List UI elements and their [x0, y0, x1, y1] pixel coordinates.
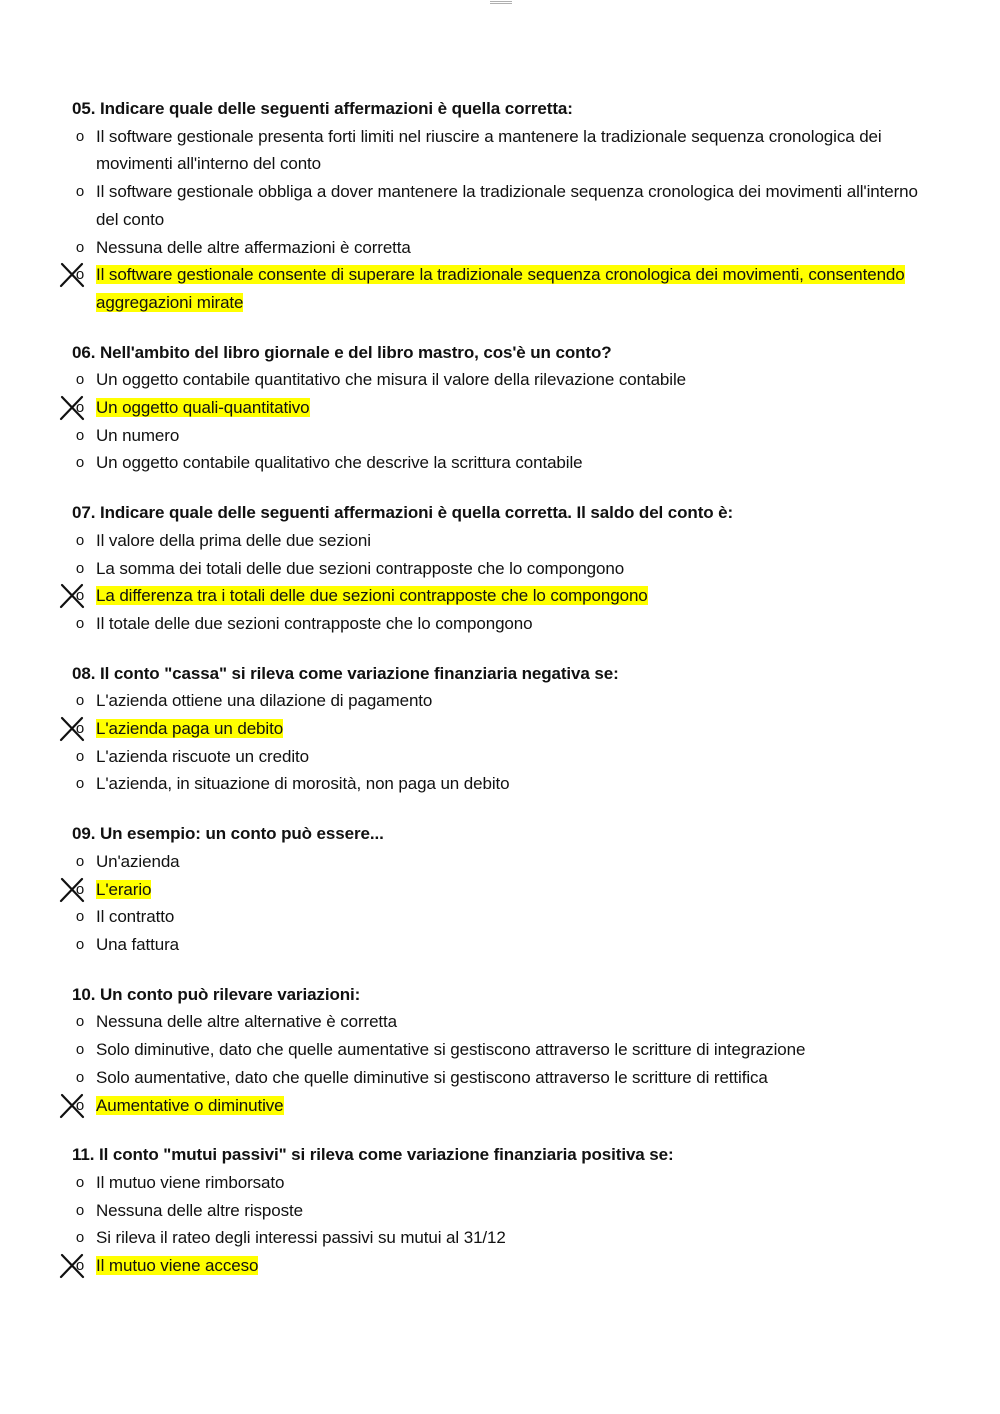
- option-bullet-icon: o: [75, 1257, 85, 1275]
- question-block: [72, 981, 942, 1120]
- answer-option: [72, 422, 942, 450]
- option-text: Il totale delle due sezioni contrapposte che lo compongono: [96, 613, 533, 633]
- option-bullet-icon: o: [75, 238, 85, 256]
- cross-mark-icon: [58, 716, 88, 742]
- option-text: La somma dei totali delle due sezioni contrapposte che lo compongono: [96, 558, 625, 578]
- option-text: L'azienda riscuote un credito: [96, 746, 309, 766]
- option-text: Il software gestionale obbliga a dover mantenere la tradizionale sequenza cronologica dei movimenti all'interno del conto: [96, 182, 918, 229]
- question-title: 05. Indicare quale delle seguenti affermazioni è quella corretta:: [72, 99, 573, 118]
- option-text: Solo diminutive, dato che quelle aumentative si gestiscono attraverso le scritture di integrazione: [96, 1040, 806, 1060]
- question-title: 07. Indicare quale delle seguenti affermazioni è quella corretta. Il saldo del conto è:: [72, 503, 734, 523]
- option-bullet-icon: o: [75, 266, 85, 284]
- option-text: Il mutuo viene rimborsato: [96, 1172, 285, 1192]
- question-block: [72, 499, 942, 638]
- option-text: Il mutuo viene acceso: [96, 1256, 259, 1276]
- option-text: L'azienda ottiene una dilazione di pagamento: [96, 691, 433, 711]
- answer-options: [72, 687, 942, 798]
- question-block: [72, 660, 942, 799]
- option-bullet-icon: o: [75, 1096, 85, 1114]
- answer-option: [72, 178, 942, 233]
- option-text: Un oggetto contabile qualitativo che descrive la scrittura contabile: [96, 453, 583, 473]
- option-bullet-icon: o: [75, 1229, 85, 1247]
- answer-option: [72, 449, 942, 477]
- cross-mark-icon: [58, 583, 88, 609]
- answer-options: [72, 1008, 942, 1119]
- question-title: 11. Il conto "mutui passivi" si rileva come variazione finanziaria positiva se:: [72, 1145, 674, 1165]
- option-text: Nessuna delle altre risposte: [96, 1200, 303, 1220]
- answer-options: [72, 527, 942, 638]
- option-bullet-icon: o: [75, 747, 85, 765]
- option-bullet-icon: o: [75, 371, 85, 389]
- option-bullet-icon: o: [75, 127, 85, 145]
- answer-option: [72, 1169, 942, 1197]
- option-bullet-icon: o: [75, 587, 85, 605]
- option-text: L'azienda, in situazione di morosità, non paga un debito: [96, 774, 510, 794]
- answer-option: [72, 610, 942, 638]
- option-bullet-icon: o: [75, 775, 85, 793]
- question-title: 06. Nell'ambito del libro giornale e del libro mastro, cos'è un conto?: [72, 342, 612, 362]
- answer-option: [72, 743, 942, 771]
- question-block: [72, 1141, 942, 1280]
- cross-mark-icon: [58, 395, 88, 421]
- header-scribble-icon: [490, 0, 512, 3]
- option-bullet-icon: o: [75, 935, 85, 953]
- option-bullet-icon: o: [75, 426, 85, 444]
- answer-options: [72, 366, 942, 477]
- option-bullet-icon: o: [75, 1013, 85, 1031]
- option-text: Aumentative o diminutive: [96, 1095, 284, 1115]
- option-text: Un'azienda: [96, 851, 180, 871]
- cross-mark-icon: [58, 262, 88, 288]
- answer-option-selected: [72, 582, 942, 610]
- option-bullet-icon: o: [75, 720, 85, 738]
- answer-option: [72, 366, 942, 394]
- answer-option: [72, 687, 942, 715]
- answer-option: [72, 770, 942, 798]
- answer-option: [72, 931, 942, 959]
- answer-option: [72, 1064, 942, 1092]
- option-text: Nessuna delle altre alternative è corretta: [96, 1012, 398, 1032]
- option-bullet-icon: o: [75, 1041, 85, 1059]
- answer-options: [72, 123, 942, 317]
- cross-mark-icon: [58, 877, 88, 903]
- option-bullet-icon: o: [75, 692, 85, 710]
- option-text: Si rileva il rateo degli interessi passivi su mutui al 31/12: [96, 1228, 506, 1248]
- answer-options: [72, 1169, 942, 1280]
- question-title: 10. Un conto può rilevare variazioni:: [72, 984, 361, 1004]
- answer-option: [72, 555, 942, 583]
- option-text: L'azienda paga un debito: [96, 719, 284, 739]
- option-text: Solo aumentative, dato che quelle diminutive si gestiscono attraverso le scritture di rettifica: [96, 1067, 768, 1087]
- answer-option: [72, 234, 942, 262]
- option-text: Il valore della prima delle due sezioni: [96, 530, 371, 550]
- option-bullet-icon: o: [75, 1173, 85, 1191]
- answer-option: [72, 1008, 942, 1036]
- answer-option: [72, 1036, 942, 1064]
- answer-option-selected: [72, 394, 942, 422]
- answer-option: [72, 527, 942, 555]
- option-bullet-icon: o: [75, 908, 85, 926]
- question-block: [72, 339, 942, 478]
- answer-options: [72, 848, 942, 959]
- question-title: 09. Un esempio: un conto può essere...: [72, 824, 384, 844]
- option-text: La differenza tra i totali delle due sezioni contrapposte che lo compongono: [96, 586, 648, 606]
- answer-option-selected: [72, 261, 942, 316]
- answer-option-selected: [72, 715, 942, 743]
- answer-option: [72, 848, 942, 876]
- question-title: 08. Il conto "cassa" si rileva come variazione finanziaria negativa se:: [72, 663, 619, 683]
- question-block: [72, 820, 942, 959]
- option-bullet-icon: o: [75, 454, 85, 472]
- answer-option: [72, 903, 942, 931]
- option-text: Il software gestionale presenta forti limiti nel riuscire a mantenere la tradizionale sequenza cronologica dei movimenti all'interno del conto: [96, 126, 882, 174]
- option-text: Una fattura: [96, 934, 180, 954]
- option-bullet-icon: o: [75, 399, 85, 417]
- answer-option: [72, 1224, 942, 1252]
- answer-option: [72, 123, 942, 178]
- option-bullet-icon: o: [75, 880, 85, 898]
- quiz-list: [72, 95, 942, 1302]
- option-bullet-icon: o: [75, 852, 85, 870]
- option-text: Nessuna delle altre affermazioni è corretta: [96, 237, 411, 257]
- answer-option-selected: [72, 1092, 942, 1120]
- option-text: Un oggetto contabile quantitativo che misura il valore della rilevazione contabile: [96, 370, 686, 390]
- option-text: Un oggetto quali-quantitativo: [96, 398, 310, 418]
- option-bullet-icon: o: [75, 1068, 85, 1086]
- cross-mark-icon: [58, 1093, 88, 1119]
- option-bullet-icon: o: [75, 1201, 85, 1219]
- option-text: Il software gestionale consente di superare la tradizionale sequenza cronologica dei movimenti, consentendo aggregazioni mirate: [96, 265, 905, 312]
- option-text: L'erario: [96, 879, 152, 899]
- cross-mark-icon: [58, 1253, 88, 1279]
- option-text: Il contratto: [96, 907, 175, 927]
- answer-option: [72, 1197, 942, 1225]
- option-bullet-icon: o: [75, 183, 85, 201]
- answer-option-selected: [72, 1252, 942, 1280]
- option-bullet-icon: o: [75, 531, 85, 549]
- option-text: Un numero: [96, 425, 180, 445]
- option-bullet-icon: o: [75, 559, 85, 577]
- answer-option-selected: [72, 876, 942, 904]
- question-block: [72, 95, 942, 317]
- option-bullet-icon: o: [75, 614, 85, 632]
